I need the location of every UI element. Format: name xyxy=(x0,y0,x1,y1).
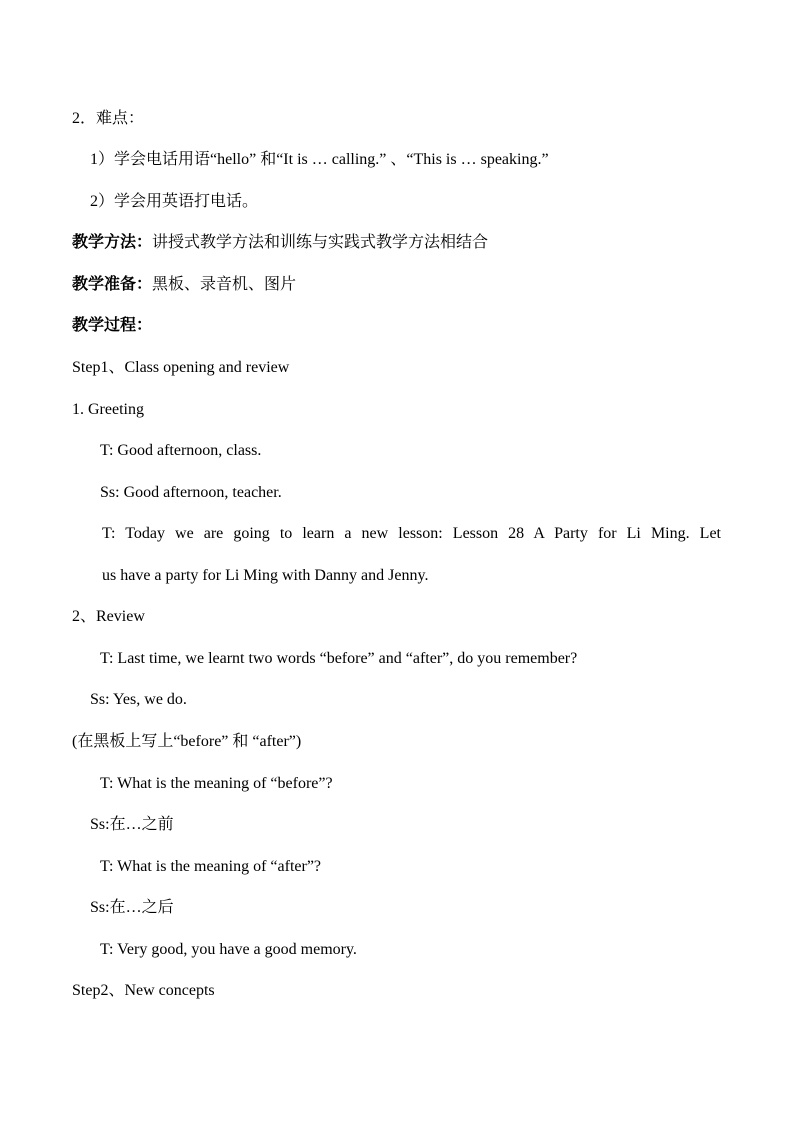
difficulty-heading: 2．难点： xyxy=(72,110,145,127)
method-label: 教学方法： xyxy=(72,234,153,251)
greeting-line-1: T: Good afternoon, class. xyxy=(100,442,262,459)
process-heading: 教学过程： xyxy=(72,317,153,334)
difficulty-item-2: 2）学会用英语打电话。 xyxy=(90,193,259,210)
difficulty-item-1: 1）学会电话用语“hello” 和“It is … calling.” 、“This is … speaking.” xyxy=(90,151,549,168)
preparation-text: 黑板、录音机、图片 xyxy=(152,276,297,293)
review-heading: 2、Review xyxy=(72,608,145,625)
greeting-line-2: Ss: Good afternoon, teacher. xyxy=(100,484,282,501)
review-line-3: (在黑板上写上“before” 和 “after”) xyxy=(72,733,302,750)
greeting-line-4: us have a party for Li Ming with Danny and Jenny. xyxy=(102,567,429,584)
review-line-8: T: Very good, you have a good memory. xyxy=(100,941,357,958)
greeting-line-3: T: Today we are going to learn a new lesson: Lesson 28 A Party for Li Ming. Let xyxy=(102,525,721,542)
review-line-7: Ss:在…之后 xyxy=(90,899,174,916)
review-line-1: T: Last time, we learnt two words “before” and “after”, do you remember? xyxy=(100,650,578,667)
review-line-2: Ss: Yes, we do. xyxy=(90,691,187,708)
preparation-line xyxy=(72,275,296,295)
method-line xyxy=(72,233,488,253)
review-line-6: T: What is the meaning of “after”? xyxy=(100,858,322,875)
preparation-label: 教学准备： xyxy=(72,276,153,293)
step2-title: Step2、New concepts xyxy=(72,982,215,999)
step1-title: Step1、Class opening and review xyxy=(72,359,290,376)
greeting-heading: 1. Greeting xyxy=(72,401,144,418)
method-text: 讲授式教学方法和训练与实践式教学方法相结合 xyxy=(152,234,489,251)
review-line-4: T: What is the meaning of “before”? xyxy=(100,775,333,792)
review-line-5: Ss:在…之前 xyxy=(90,816,174,833)
